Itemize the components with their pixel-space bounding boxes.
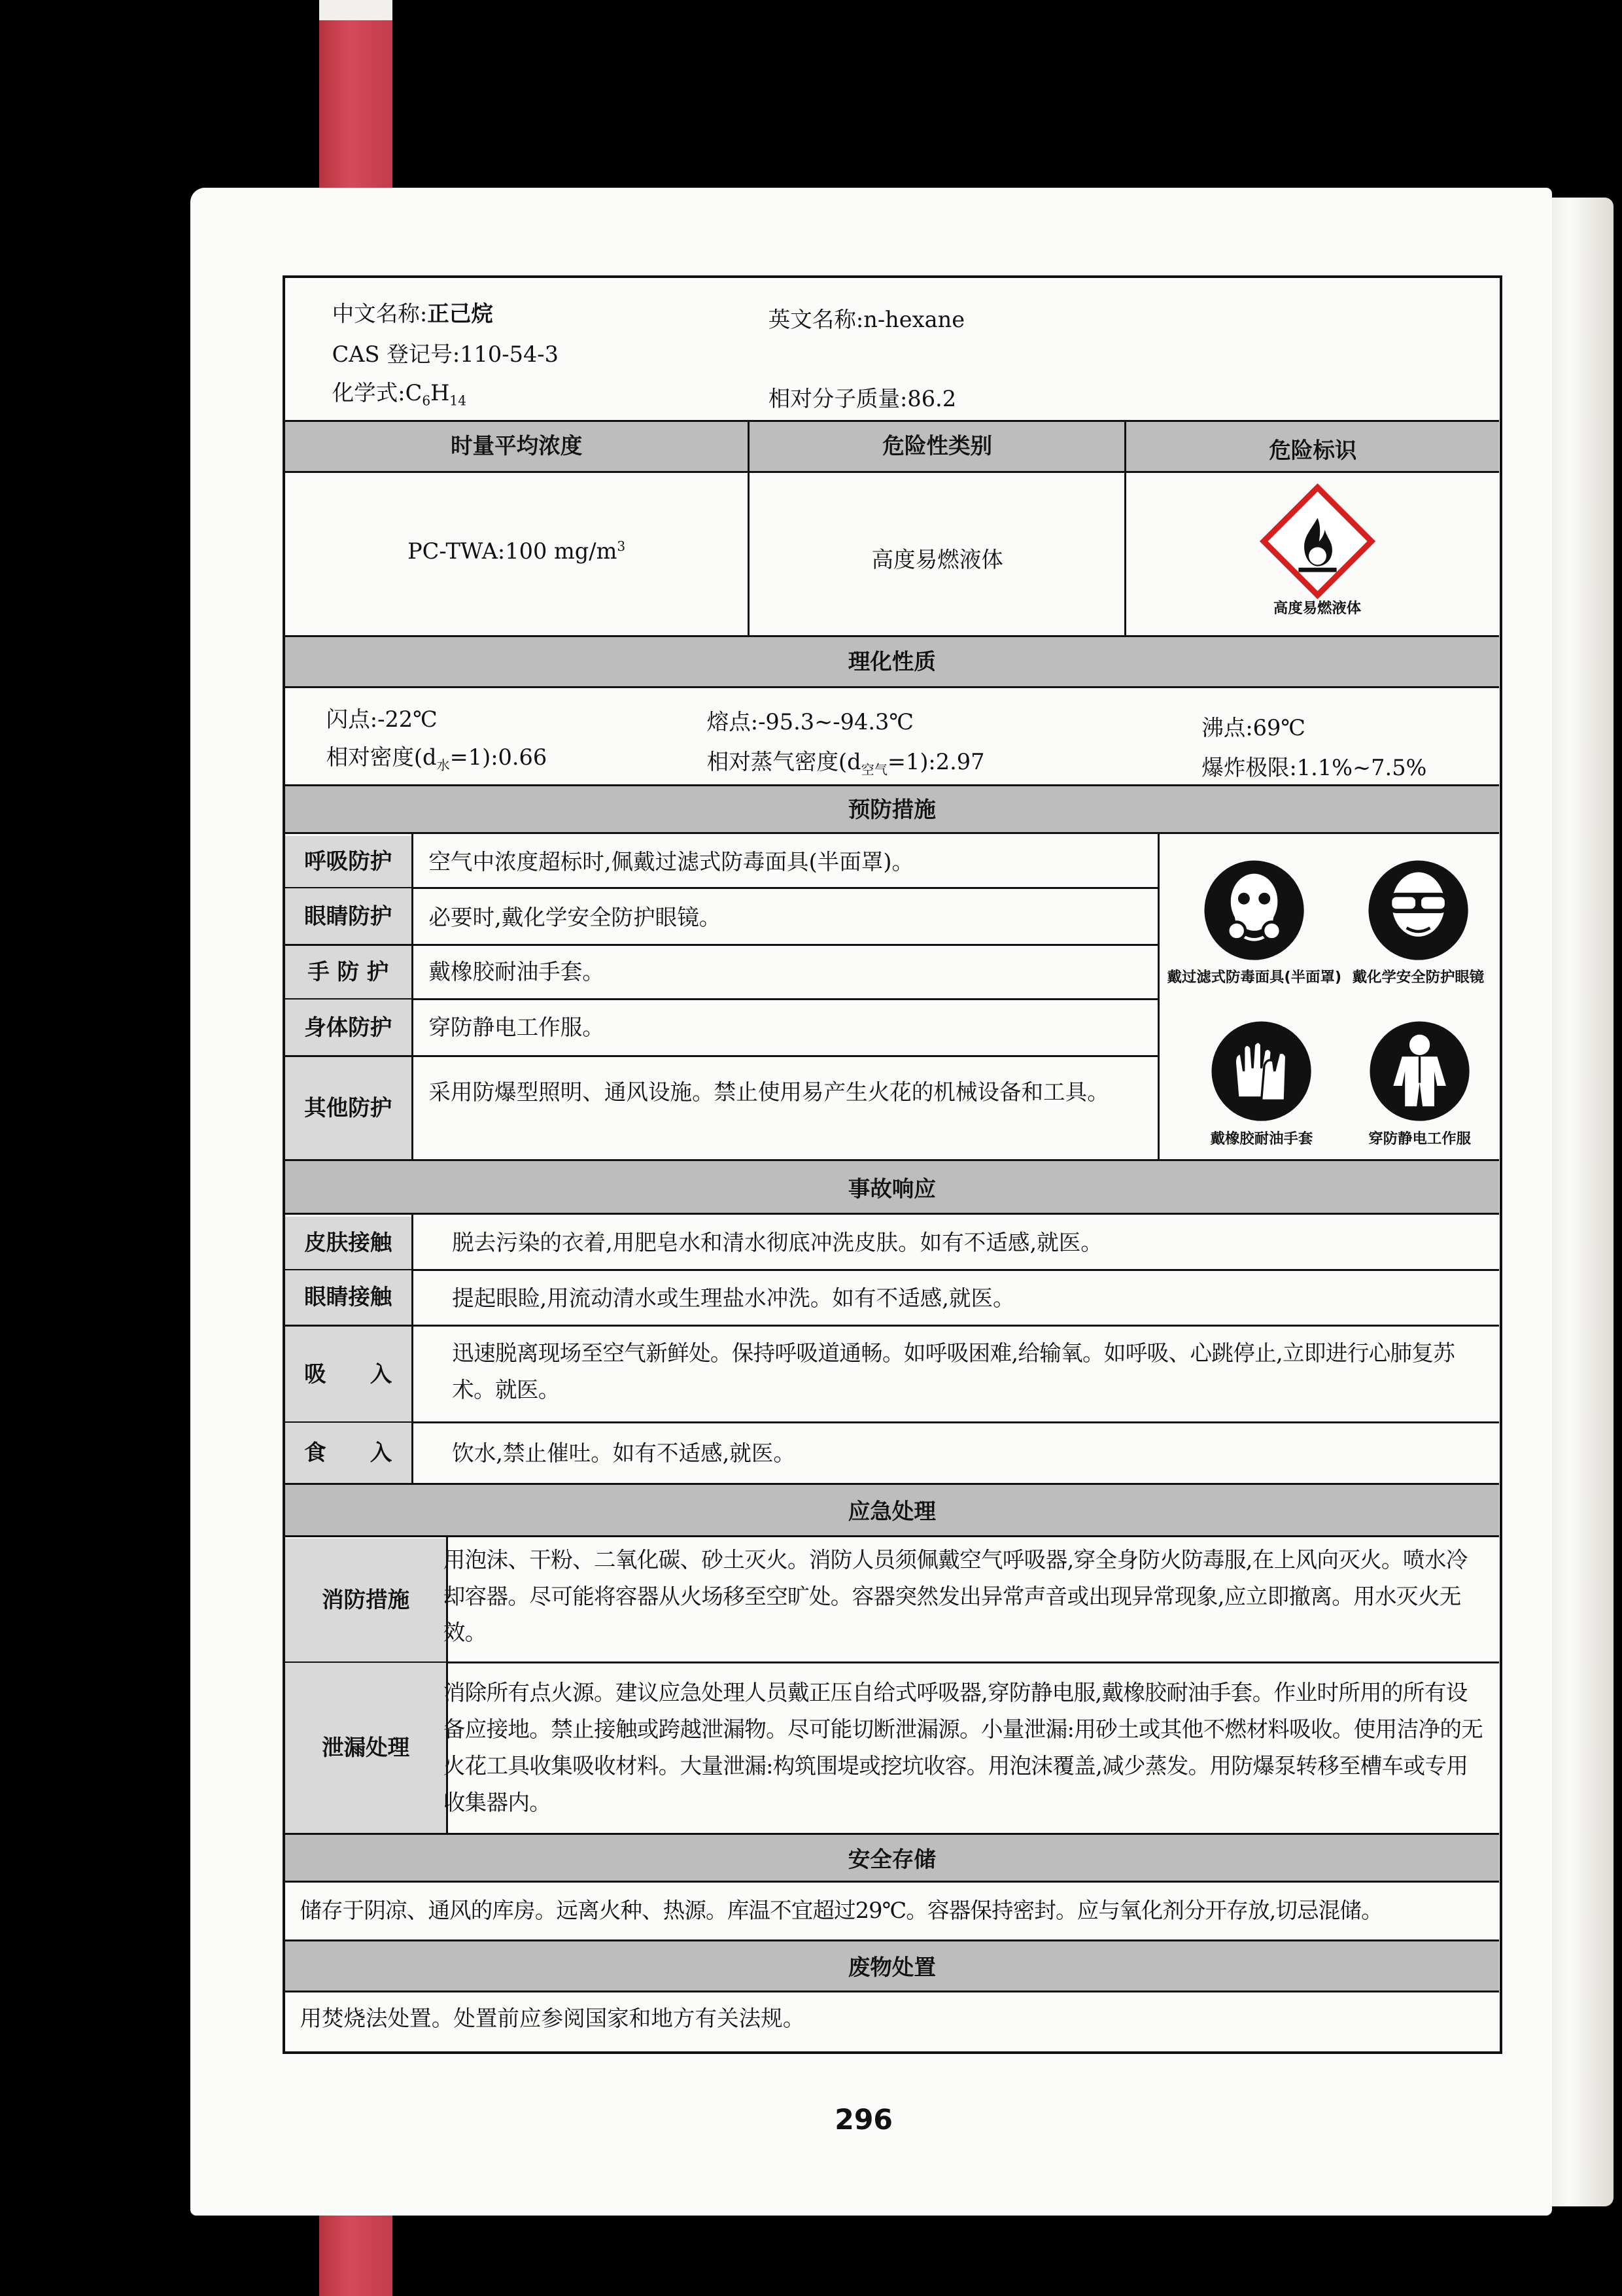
chinese-name: 中文名称:正己烷 xyxy=(332,300,493,326)
flammable-pictogram xyxy=(1237,483,1398,618)
label-body: 身体防护 xyxy=(285,1000,411,1055)
text-firefighting: 用泡沫、干粉、二氧化碳、砂土灭火。消防人员须佩戴空气呼吸器,穿全身防火防毒服,在上风向灭火。喷水冷却容器。尽可能将容器从火场移至空旷处。容器突然发出异常声音或出现异常现象,应立即撤离。用水灭火无效。 xyxy=(443,1546,1468,1646)
divider xyxy=(748,420,750,635)
disposal-text: 用焚烧法处置。处置前应参阅国家和地方有关法规。 xyxy=(300,2006,805,2032)
text-eye-contact: 提起眼睑,用流动清水或生理盐水冲洗。如有不适感,就医。 xyxy=(452,1285,1015,1311)
antistatic-suit-label: 穿防静电工作服 xyxy=(1368,1130,1472,1147)
text-skin-contact: 脱去污染的衣着,用肥皂水和清水彻底冲洗皮肤。如有不适感,就医。 xyxy=(452,1229,1103,1255)
divider xyxy=(411,834,413,1159)
divider xyxy=(285,998,1158,1000)
text-hand: 戴橡胶耐油手套。 xyxy=(428,958,604,984)
gloves-label: 戴橡胶耐油手套 xyxy=(1210,1130,1313,1147)
label-hand: 手 防 护 xyxy=(285,946,411,999)
relative-density: 相对密度$(d_水=1):0.66$ xyxy=(326,744,547,773)
label-spill: 泄漏处理 xyxy=(285,1663,446,1833)
label-eye-contact: 眼睛接触 xyxy=(285,1270,411,1325)
divider xyxy=(411,1215,413,1483)
chemical-formula: 化学式$:C_6H_{14}$ xyxy=(332,379,467,409)
goggles-label: 戴化学安全防护眼镜 xyxy=(1352,969,1485,986)
storage-text: 储存于阴凉、通风的库房。远离火种、热源。库温不宜超过29℃。容器保持密封。应与氧化剂分开存放,切忌混储。 xyxy=(300,1897,1383,1923)
text-respiratory: 空气中浓度超标时,佩戴过滤式防毒面具(半面罩)。 xyxy=(428,848,914,875)
label-eye: 眼睛防护 xyxy=(285,888,411,944)
col-twa-title: 时量平均浓度 xyxy=(450,432,583,459)
label-skin-contact: 皮肤接触 xyxy=(285,1217,411,1270)
text-ingestion: 饮水,禁止催吐。如有不适感,就医。 xyxy=(452,1440,795,1467)
text-inhalation: 迅速脱离现场至空气新鲜处。保持呼吸道通畅。如呼吸困难,给输氧。如呼吸、心跳停止,立即进行心肺复苏术。就医。 xyxy=(452,1340,1455,1402)
gloves-icon xyxy=(1209,1018,1314,1124)
emergency-band: 应急处理 xyxy=(285,1483,1499,1537)
divider xyxy=(285,1325,1499,1327)
ppe-goggles xyxy=(1342,858,1494,987)
divider xyxy=(285,1055,1158,1057)
ppe-gloves xyxy=(1181,1018,1342,1148)
col-category-title: 危险性类别 xyxy=(882,432,993,459)
physchem-band: 理化性质 xyxy=(285,635,1499,688)
bookmark-top xyxy=(319,0,392,20)
text-spill: 消除所有点火源。建议应急处理人员戴正压自给式呼吸器,穿防静电服,戴橡胶耐油手套。作业时所用的所有设备应接地。禁止接触或跨越泄漏物。尽可能切断泄漏源。小量泄漏:用砂土或其他不燃材料吸收。使用洁净的无火花工具收集吸收材料。大量泄漏:构筑围堤或挖坑收容。用泡沫覆盖,减少蒸发。用防爆泵转移至槽车或专用收集器内。 xyxy=(443,1680,1483,1816)
ppe-antistatic-suit xyxy=(1342,1018,1497,1148)
divider xyxy=(285,1421,1499,1423)
english-name: 英文名称:n-hexane xyxy=(768,306,965,332)
twa-value: PC-TWA:100 $mg/m^3$ xyxy=(407,538,626,565)
page-number: 296 xyxy=(835,2104,893,2136)
text-eye: 必要时,戴化学安全防护眼镜。 xyxy=(428,904,721,930)
divider xyxy=(285,887,1158,889)
flame-icon xyxy=(1259,483,1376,600)
label-other: 其他防护 xyxy=(285,1057,411,1160)
respirator-icon xyxy=(1201,858,1307,963)
respirator-label: 戴过滤式防毒面具(半面罩) xyxy=(1167,969,1342,986)
divider xyxy=(285,1269,1499,1271)
text-other: 采用防爆型照明、通风设施。禁止使用易产生火花的机械设备和工具。 xyxy=(428,1079,1109,1105)
molecular-weight: 相对分子质量:86.2 xyxy=(768,385,957,411)
divider xyxy=(285,944,1158,946)
label-ingestion: 食 入 xyxy=(285,1423,411,1483)
disposal-band: 废物处置 xyxy=(285,1939,1499,1992)
goggles-icon xyxy=(1366,858,1471,963)
storage-band: 安全存储 xyxy=(285,1833,1499,1883)
boiling-point: 沸点:69℃ xyxy=(1201,715,1305,741)
prevention-band: 预防措施 xyxy=(285,784,1499,834)
safety-data-sheet xyxy=(283,275,1502,2055)
hazard-header-band xyxy=(285,420,1499,473)
divider xyxy=(1124,420,1126,635)
vapor-density: 相对蒸气密度$(d_{空气}=1):2.97$ xyxy=(706,748,985,778)
response-band: 事故响应 xyxy=(285,1159,1499,1215)
divider xyxy=(1158,834,1160,1159)
pictogram-label: 高度易燃液体 xyxy=(1273,600,1362,617)
ppe-respirator xyxy=(1167,858,1343,987)
col-pictogram-title: 危险标识 xyxy=(1269,437,1357,463)
label-firefighting: 消防措施 xyxy=(285,1539,446,1661)
divider xyxy=(285,1661,1499,1663)
antistatic-suit-icon xyxy=(1367,1018,1472,1124)
cas-number: CAS 登记号:110-54-3 xyxy=(332,341,559,368)
hazard-category: 高度易燃液体 xyxy=(871,546,1003,572)
explosion-limit: 爆炸极限:1.1%~7.5% xyxy=(1201,754,1427,780)
label-inhalation: 吸 入 xyxy=(285,1327,411,1421)
flash-point: 闪点:-22℃ xyxy=(326,706,438,732)
text-body: 穿防静电工作服。 xyxy=(428,1014,604,1040)
melting-point: 熔点:-95.3~-94.3℃ xyxy=(706,709,914,735)
label-respiratory: 呼吸防护 xyxy=(285,836,411,887)
